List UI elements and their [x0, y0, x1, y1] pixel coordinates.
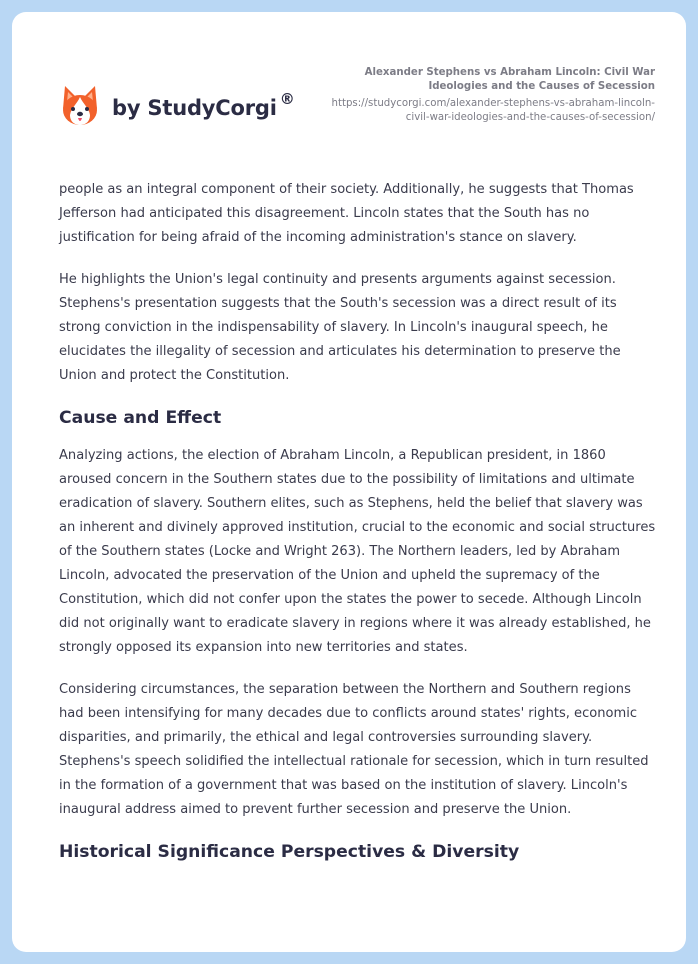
- section-heading: Historical Significance Perspectives & Diversity: [59, 842, 520, 862]
- paragraph: people as an integral component of their society. Additionally, he suggests that Thomas Jefferson had anticipated this disagreement. Lincoln states that the South has no justification for being afraid of the incoming administration's stance on slavery.: [59, 182, 634, 245]
- document-body: [59, 178, 659, 878]
- document-title: Alexander Stephens vs Abraham Lincoln: Civil War Ideologies and the Causes of Secession: [364, 67, 655, 92]
- brand-name: by StudyCorgi ®: [112, 90, 295, 120]
- registered-mark: ®: [279, 90, 295, 108]
- paragraph: He highlights the Union's legal continuity and presents arguments against secession. Stephens's presentation suggests that the South's secession was a direct result of its strong conviction in the indispensability of slavery. In Lincoln's inaugural speech, he elucidates the illegality of secession and articulates his determination to preserve the Union and protect the Constitution.: [59, 272, 621, 383]
- section-heading: Cause and Effect: [59, 408, 222, 428]
- document-header: [315, 66, 655, 124]
- studycorgi-logo[interactable]: [60, 76, 295, 136]
- document-url[interactable]: https://studycorgi.com/alexander-stephens-vs-abraham-lincoln-civil-war-ideologies-and-the-causes-of-secession/: [331, 98, 655, 123]
- paragraph: Considering circumstances, the separation between the Northern and Southern regions had been intensifying for many decades due to conflicts around states' rights, economic disparities, and primarily, the ethical and legal controversies surrounding slavery. Stephens's speech solidified the intellectual rationale for secession, which in turn resulted in the formation of a government that was based on the institution of slavery. Lincoln's inaugural address aimed to prevent further secession and preserve the Union.: [59, 682, 649, 817]
- paragraph: Analyzing actions, the election of Abraham Lincoln, a Republican president, in 1860 aroused concern in the Southern states due to the possibility of limitations and ultimate eradication of slavery. Southern elites, such as Stephens, held the belief that slavery was an inherent and divinely approved institution, crucial to the economic and social structures of the Southern states (Locke and Wright 263). The Northern leaders, led by Abraham Lincoln, advocated the preservation of the Union and upheld the supremacy of the Constitution, which did not confer upon the states the power to secede. Although Lincoln did not originally want to eradicate slavery in regions where it was already established, he strongly opposed its expansion into new territories and states.: [59, 448, 656, 655]
- document-page: [12, 12, 686, 952]
- corgi-logo-icon: [60, 84, 100, 128]
